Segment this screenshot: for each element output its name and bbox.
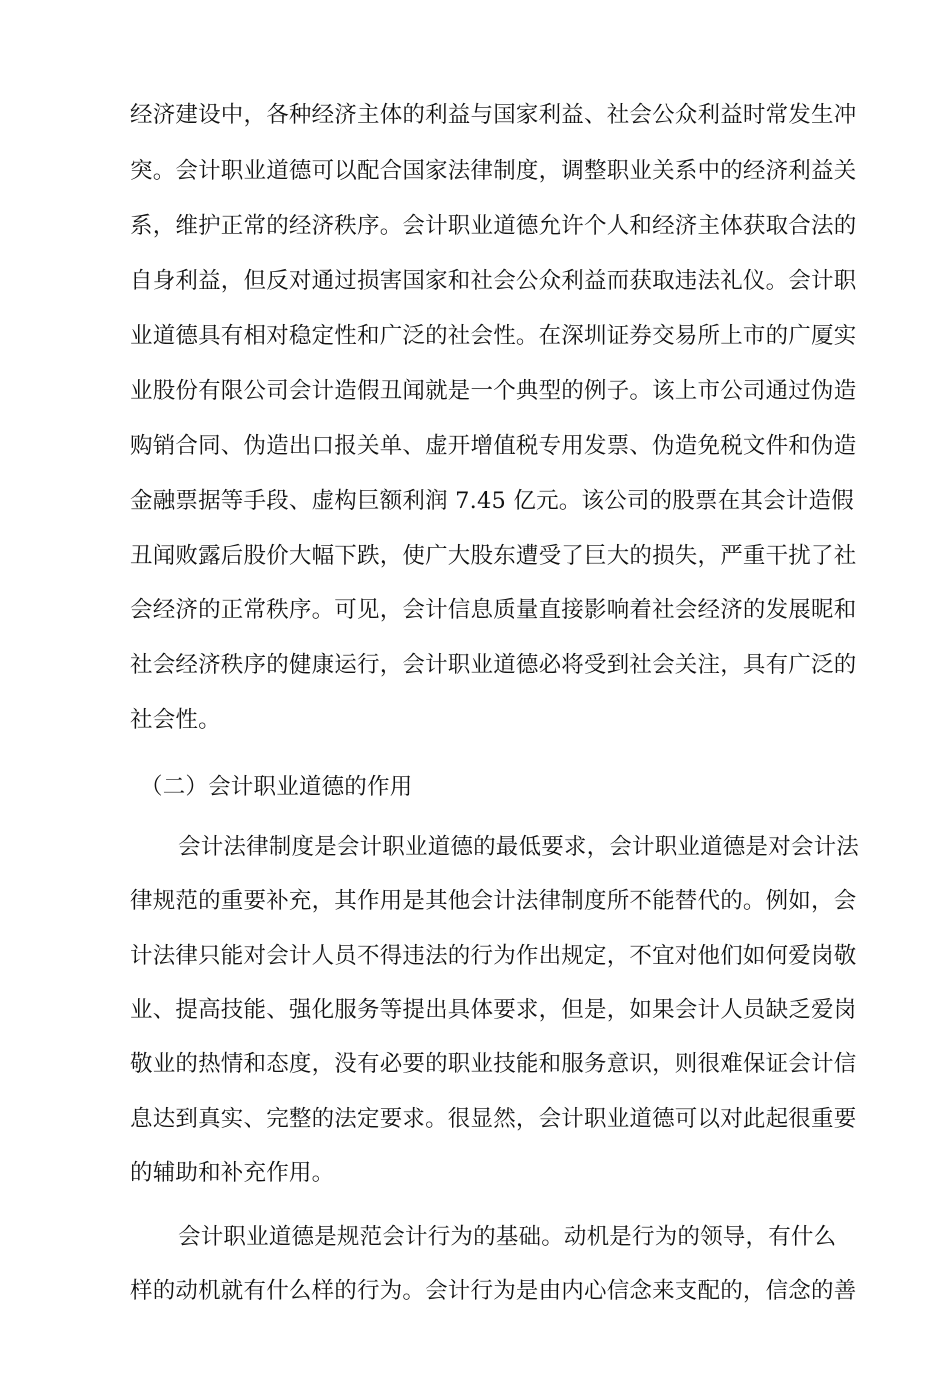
text-line: 会计职业道德是规范会计行为的基础。动机是行为的领导，有什么 <box>178 1224 837 1250</box>
text-line: 会计法律制度是会计职业道德的最低要求，会计职业道德是对会计法 <box>178 834 860 860</box>
text-line: 敬业的热情和态度，没有必要的职业技能和服务意识，则很难保证会计信 <box>130 1051 857 1077</box>
text-line: 金融票据等手段、虚构巨额利润 7.45 亿元。该公司的股票在其会计造假 <box>130 488 854 514</box>
text-line: 丑闻败露后股价大幅下跌，使广大股东遭受了巨大的损失，严重干扰了社 <box>130 543 857 569</box>
text-line: 自身利益，但反对通过损害国家和社会公众利益而获取违法礼仪。会计职 <box>130 268 857 294</box>
text-line: 购销合同、伪造出口报关单、虚开增值税专用发票、伪造免税文件和伪造 <box>130 433 857 459</box>
text-line: 息达到真实、完整的法定要求。很显然，会计职业道德可以对此起很重要 <box>130 1106 857 1132</box>
text-line: 突。会计职业道德可以配合国家法律制度，调整职业关系中的经济利益关 <box>130 158 857 184</box>
text-line: 律规范的重要补充，其作用是其他会计法律制度所不能替代的。例如，会 <box>130 888 857 914</box>
text-line: 业、提高技能、强化服务等提出具体要求，但是，如果会计人员缺乏爱岗 <box>130 997 857 1023</box>
text-line: 社会经济秩序的健康运行，会计职业道德必将受到社会关注，具有广泛的 <box>130 652 857 678</box>
text-line: 计法律只能对会计人员不得违法的行为作出规定，不宜对他们如何爱岗敬 <box>130 943 857 969</box>
text-line: 业股份有限公司会计造假丑闻就是一个典型的例子。该上市公司通过伪造 <box>130 378 857 404</box>
section-heading: （二）会计职业道德的作用 <box>140 774 413 800</box>
text-line: 会经济的正常秩序。可见，会计信息质量直接影响着社会经济的发展昵和 <box>130 597 857 623</box>
text-line: 样的动机就有什么样的行为。会计行为是由内心信念来支配的，信念的善 <box>130 1278 857 1304</box>
text-line: 系，维护正常的经济秩序。会计职业道德允许个人和经济主体获取合法的 <box>130 213 857 239</box>
text-line: 的辅助和补充作用。 <box>130 1160 335 1186</box>
text-line: 社会性。 <box>130 707 221 733</box>
text-line: 业道德具有相对稳定性和广泛的社会性。在深圳证券交易所上市的广厦实 <box>130 323 857 349</box>
text-line: 经济建设中，各种经济主体的利益与国家利益、社会公众利益时常发生冲 <box>130 102 857 128</box>
